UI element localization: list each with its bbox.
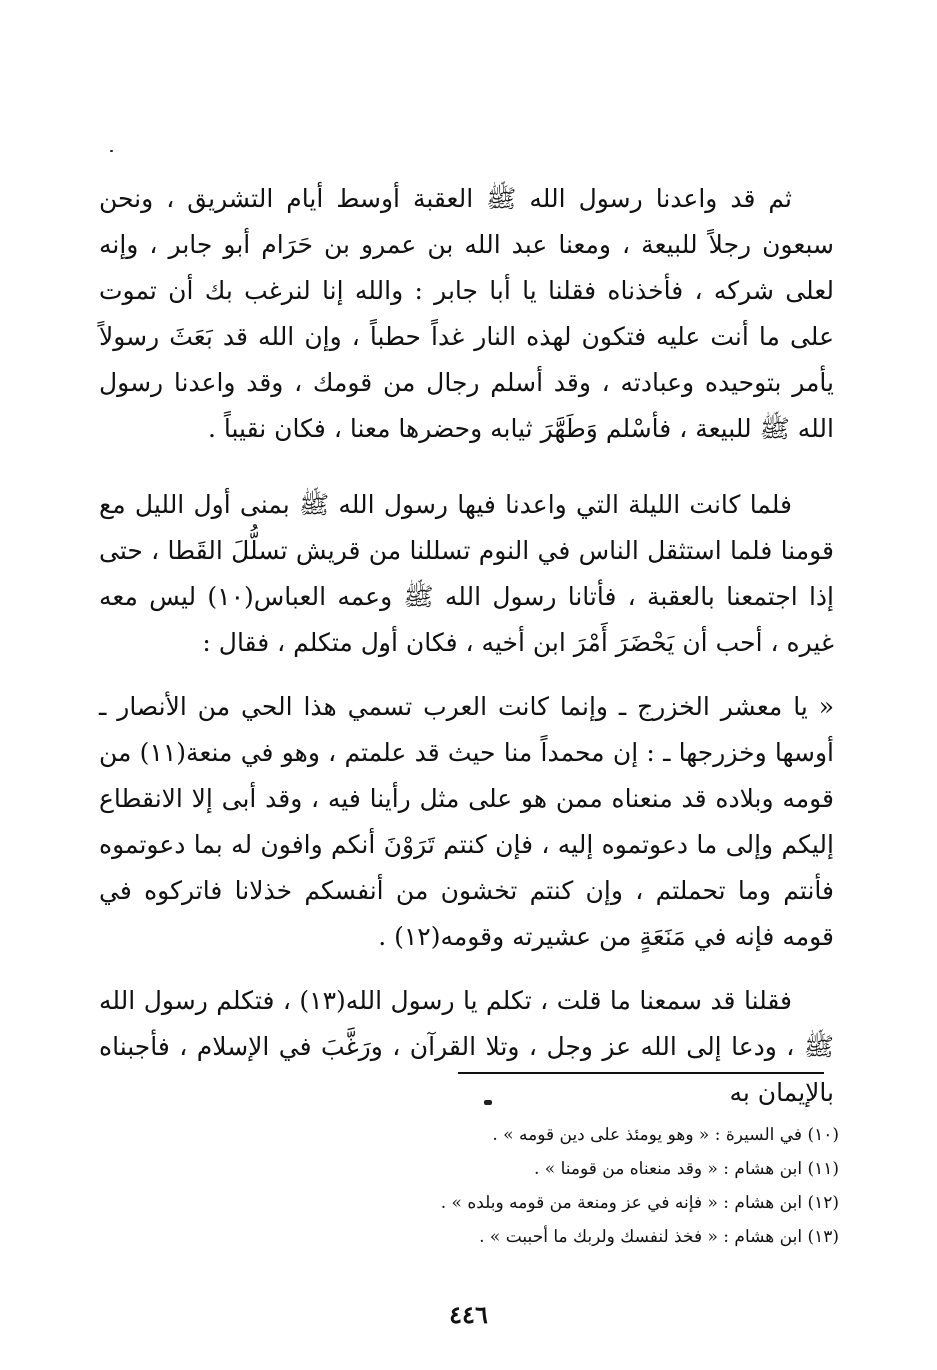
scan-speck bbox=[110, 150, 113, 152]
footnote-10: (١٠) في السيرة : « وهو يومئذ على دين قومه » . bbox=[492, 1125, 839, 1145]
footnote-13: (١٣) ابن هشام : « فخذ لنفسك ولربك ما أحببت » . bbox=[479, 1227, 839, 1247]
footnote-12: (١٢) ابن هشام : « فإنه في عز ومنعة من قومه وبلده » . bbox=[440, 1193, 839, 1213]
paragraph-1: ثم قد واعدنا رسول الله ﷺ العقبة أوسط أيام التشريق ، ونحن سبعون رجلاً للبيعة ، ومعنا عبد الله بن عمرو بن حَرَام أبو جابر ، وإنه لعلى شركه ، فأخذناه فقلنا يا أبا جابر : والله إنا لنرغب بك أن تموت على ما أنت عليه فتكون لهذه النار غداً حطباً ، وإن الله قد بَعَثَ رسولاً يأمر بتوحيده وعبادته ، وقد أسلم رجال من قومك ، وقد واعدنا رسول الله ﷺ للبيعة ، فأسْلم وَطَهَّرَ ثيابه وحضرها معنا ، فكان نقيباً . bbox=[99, 184, 834, 443]
paragraph-4: فقلنا قد سمعنا ما قلت ، تكلم يا رسول الله(١٣) ، فتكلم رسول الله ﷺ ، ودعا إلى الله عز وجل ، وتلا القرآن ، ورَغَّبَ في الإسلام ، فأجبناه بالإيمان به bbox=[99, 986, 834, 1107]
paragraph-2: فلما كانت الليلة التي واعدنا فيها رسول الله ﷺ بمنى أول الليل مع قومنا فلما استثقل الناس في النوم تسللنا من قريش تسلُّلَ القَطا ، حتى إذا اجتمعنا بالعقبة ، فأتانا رسول الله ﷺ وعمه العباس(١٠) ليس معه غيره ، أحب أن يَحْضَرَ أَمْرَ ابن أخيه ، فكان أول متكلم ، فقال : bbox=[99, 490, 834, 657]
footnotes bbox=[239, 1118, 839, 1254]
page-number: ٤٤٦ bbox=[449, 1300, 488, 1329]
body-text bbox=[99, 176, 834, 1134]
paragraph-3-quote: « يا معشر الخزرج ـ وإنما كانت العرب تسمي هذا الحي من الأنصار ـ أوسها وخزرجها ـ : إن محمداً منا حيث قد علمتم ، وهو في منعة(١١) من قومه وبلاده قد منعناه ممن هو على مثل رأينا فيه ، وقد أبى إلا الانقطاع إليكم وإلى ما دعوتموه إليه ، فإن كنتم تَرَوْنَ أنكم وافون له بما دعوتموه فأنتم وما تحملتم ، وإن كنتم تخشون من أنفسكم خذلانا فاتركوه في قومه فإنه في مَنَعَةٍ من عشيرته وقومه(١٢) . bbox=[99, 692, 835, 951]
footnote-separator bbox=[458, 1072, 824, 1074]
footnote-11: (١١) ابن هشام : « وقد منعناه من قومنا » . bbox=[533, 1159, 839, 1179]
